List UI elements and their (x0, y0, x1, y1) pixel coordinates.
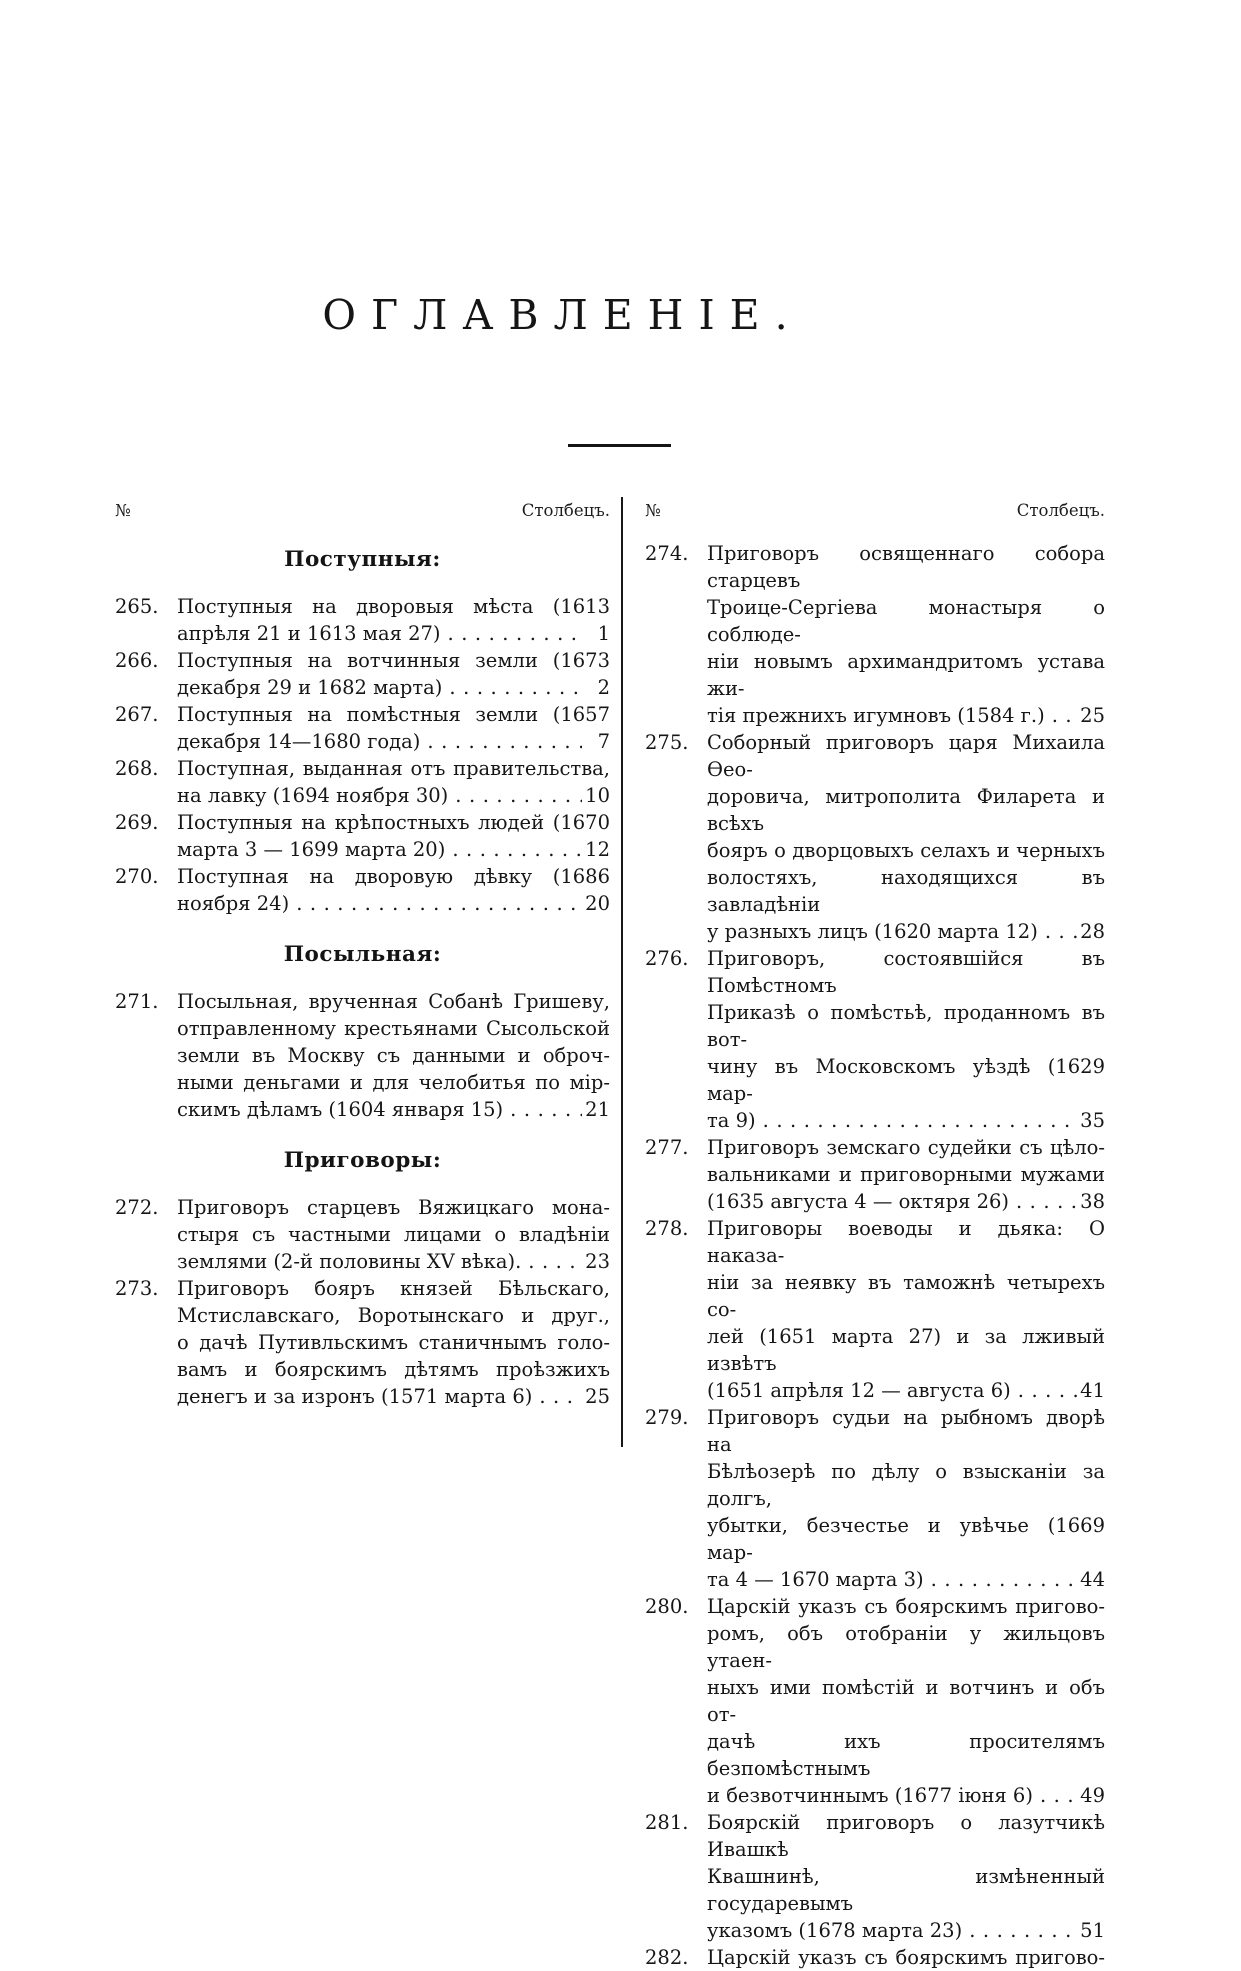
entry-body (177, 863, 610, 917)
entry-line-text: указомъ (1678 марта 23) (707, 1919, 963, 1942)
entry-line-text: апрѣля 21 и 1613 мая 27) (177, 622, 441, 645)
column-reference-number: 28 (1080, 920, 1105, 943)
entry-number: 276. (645, 947, 689, 970)
dot-leader (931, 1566, 1077, 1593)
number-column-header: № (645, 501, 661, 520)
toc-column-right (645, 500, 1105, 1971)
entry-line: доровича, митрополита Филарета и всѣхъ (707, 785, 1105, 835)
entry-line: чину въ Московскомъ уѣздѣ (1629 мар- (707, 1055, 1105, 1105)
dot-leader (1052, 702, 1077, 729)
column-reference-number: 51 (1080, 1919, 1105, 1942)
page-title: ОГЛАВЛЕНІЕ. (322, 291, 803, 339)
column-reference-number: 20 (585, 892, 610, 915)
entry-line: Приговоръ, состоявшійся въ Помѣстномъ (707, 947, 1105, 997)
entry-body (177, 988, 610, 1123)
dot-leader (1040, 1782, 1077, 1809)
entry-line: Приговоры воеводы и дьяка: О наказа- (707, 1217, 1105, 1267)
section-title: Приговоры: (283, 1148, 442, 1173)
entry-line: стыря съ частными лицами о владѣніи (177, 1223, 610, 1246)
entry-line: Поступная на дворовую дѣвку (1686 (177, 865, 610, 888)
number-column-header: № (115, 501, 131, 520)
stolbec-column-header: Столбецъ. (1016, 501, 1105, 520)
column-reference-number: 25 (585, 1385, 610, 1408)
dot-leader (1045, 918, 1077, 945)
entry-line: Приговоръ освященнаго собора старцевъ (707, 542, 1105, 592)
entry-last-line (707, 702, 1105, 729)
toc-entry (115, 647, 610, 701)
entry-line: Мстиславскаго, Воротынскаго и друг., (177, 1304, 610, 1327)
entry-line-text: марта 3 — 1699 марта 20) (177, 838, 446, 861)
column-divider-line (621, 497, 623, 1447)
entry-last-line (707, 1377, 1105, 1404)
entry-last-line (177, 674, 610, 701)
entry-body (707, 729, 1105, 945)
entry-line: Троице-Сергіева монастыря о соблюде- (707, 596, 1105, 646)
entry-body (177, 701, 610, 755)
entry-number: 282. (645, 1946, 689, 1969)
entry-number: 266. (115, 649, 159, 672)
page-title-row (0, 291, 1241, 339)
entry-line-text: декабря 14—1680 года) (177, 730, 421, 753)
entry-number: 277. (645, 1136, 689, 1159)
entry-line: лей (1651 марта 27) и за лживый извѣтъ (707, 1325, 1105, 1375)
dot-leader (510, 1096, 582, 1123)
toc-column-left (115, 500, 610, 1410)
entry-line-text: та 4 — 1670 марта 3) (707, 1568, 924, 1591)
entry-number: 279. (645, 1406, 689, 1429)
toc-entry (645, 1404, 1105, 1593)
entry-line-text: у разныхъ лицъ (1620 марта 12) (707, 920, 1038, 943)
entry-last-line (707, 1566, 1105, 1593)
entry-body (177, 1275, 610, 1410)
entry-line: Поступныя на крѣпостныхъ людей (1670 (177, 811, 610, 834)
entry-line: Приказѣ о помѣстьѣ, проданномъ въ вот- (707, 1001, 1105, 1051)
entry-line: Приговоръ земскаго судейки съ цѣло- (707, 1136, 1105, 1159)
entry-body (707, 540, 1105, 729)
entry-line: ромъ, объ отобраніи у жильцовъ утаен- (707, 1622, 1105, 1672)
entry-line-text: (1651 апрѣля 12 — августа 6) (707, 1379, 1011, 1402)
column-reference-number: 49 (1080, 1784, 1105, 1807)
column-reference-number: 44 (1080, 1568, 1105, 1591)
column-reference-number: 7 (597, 730, 610, 753)
entry-line: бояръ о дворцовыхъ селахъ и черныхъ (707, 839, 1105, 862)
toc-entry (645, 945, 1105, 1134)
dot-leader (1016, 1188, 1077, 1215)
entry-body (177, 755, 610, 809)
entry-number: 280. (645, 1595, 689, 1618)
title-divider-rule (568, 444, 671, 447)
toc-entry (115, 593, 610, 647)
entry-number: 278. (645, 1217, 689, 1240)
column-reference-number: 23 (585, 1250, 610, 1273)
entry-line: Соборный приговоръ царя Михаила Ѳео- (707, 731, 1105, 781)
entry-number: 273. (115, 1277, 159, 1300)
entry-last-line (177, 1383, 610, 1410)
entry-last-line (707, 1917, 1105, 1944)
entry-body (707, 1809, 1105, 1944)
entry-number: 267. (115, 703, 159, 726)
toc-entry (645, 729, 1105, 945)
entry-line: дачѣ ихъ просителямъ безпомѣстнымъ (707, 1730, 1105, 1780)
entry-number: 268. (115, 757, 159, 780)
column-reference-number: 41 (1080, 1379, 1105, 1402)
entry-body (177, 593, 610, 647)
entry-line-text: землями (2-й половины XV вѣка). (177, 1250, 522, 1273)
entry-number: 270. (115, 865, 159, 888)
entry-line-text: декабря 29 и 1682 марта) (177, 676, 443, 699)
entry-body (707, 1944, 1105, 1971)
entry-line: Поступная, выданная отъ правительства, (177, 757, 610, 780)
column-reference-number: 12 (585, 838, 610, 861)
entry-body (707, 1215, 1105, 1404)
entry-line: отправленному крестьянами Сысольской (177, 1017, 610, 1040)
entry-line: волостяхъ, находящихся въ завладѣніи (707, 866, 1105, 916)
column-reference-number: 25 (1080, 704, 1105, 727)
entry-line: ныхъ ими помѣстій и вотчинъ и объ от- (707, 1676, 1105, 1726)
section-title: Посыльная: (283, 942, 442, 967)
column-reference-number: 10 (585, 784, 610, 807)
entry-number: 269. (115, 811, 159, 834)
entry-last-line (177, 836, 610, 863)
entry-last-line (707, 1107, 1105, 1134)
dot-leader (296, 890, 582, 917)
entry-line: Посыльная, врученная Собанѣ Гришеву, (177, 990, 610, 1013)
entry-line: вамъ и боярскимъ дѣтямъ проѣзжихъ (177, 1358, 610, 1381)
entry-number: 271. (115, 990, 159, 1013)
entry-line: ніи новымъ архимандритомъ устава жи- (707, 650, 1105, 700)
dot-leader (539, 1383, 582, 1410)
entry-last-line (707, 1188, 1105, 1215)
entry-line: Приговоръ бояръ князей Бѣльскаго, (177, 1277, 610, 1300)
entry-line: Приговоръ старцевъ Вяжицкаго мона- (177, 1196, 610, 1219)
toc-entry (645, 1809, 1105, 1944)
dot-leader (1018, 1377, 1077, 1404)
toc-entry (115, 1194, 610, 1275)
entry-line-text: (1635 августа 4 — октяря 26) (707, 1190, 1009, 1213)
entry-line: Царскій указъ съ боярскимъ пригово- (707, 1946, 1105, 1969)
entry-line: Поступныя на помѣстныя земли (1657 (177, 703, 610, 726)
entry-last-line (707, 918, 1105, 945)
entry-line-text: скимъ дѣламъ (1604 января 15) (177, 1098, 504, 1121)
dot-leader (455, 782, 582, 809)
entry-line: ніи за неявку въ таможнѣ четырехъ со- (707, 1271, 1105, 1321)
entry-line: Квашнинѣ, измѣненный государевымъ (707, 1865, 1105, 1915)
entry-number: 272. (115, 1196, 159, 1219)
entry-line: о дачѣ Путивльскимъ станичнымъ голо- (177, 1331, 610, 1354)
entry-body (707, 1404, 1105, 1593)
entry-number: 265. (115, 595, 159, 618)
entry-line: земли въ Москву съ данными и оброч- (177, 1044, 610, 1067)
toc-entry (645, 1944, 1105, 1971)
entry-body (177, 1194, 610, 1275)
toc-entry (115, 988, 610, 1123)
entry-last-line (177, 782, 610, 809)
entry-number: 281. (645, 1811, 689, 1834)
entry-body (177, 647, 610, 701)
entry-number: 274. (645, 542, 689, 565)
entry-line: Приговоръ судьи на рыбномъ дворѣ на (707, 1406, 1105, 1456)
entry-line: ными деньгами и для челобитья по мір- (177, 1071, 610, 1094)
entry-last-line (177, 890, 610, 917)
dot-leader (763, 1107, 1077, 1134)
entry-line: Боярскій приговоръ о лазутчикѣ Ивашкѣ (707, 1811, 1105, 1861)
entry-number: 275. (645, 731, 689, 754)
entry-body (707, 945, 1105, 1134)
toc-entry (645, 1134, 1105, 1215)
toc-entry (115, 863, 610, 917)
entry-last-line (177, 1248, 610, 1275)
entry-line: Царскій указъ съ боярскимъ пригово- (707, 1595, 1105, 1618)
entry-last-line (177, 1096, 610, 1123)
entry-body (707, 1593, 1105, 1809)
entry-last-line (177, 728, 610, 755)
column-reference-number: 2 (597, 676, 610, 699)
entry-line: вальниками и приговорными мужами (707, 1163, 1105, 1186)
toc-entry (645, 540, 1105, 729)
column-header (645, 500, 1105, 522)
entry-line: Поступныя на дворовыя мѣста (1613 (177, 595, 610, 618)
entry-line-text: та 9) (707, 1109, 756, 1132)
dot-leader (448, 620, 583, 647)
column-reference-number: 1 (597, 622, 610, 645)
column-reference-number: 21 (585, 1098, 610, 1121)
entry-line: Поступныя на вотчинныя земли (1673 (177, 649, 610, 672)
section-title: Поступныя: (284, 547, 441, 572)
dot-leader (452, 836, 582, 863)
stolbec-column-header: Столбецъ. (521, 501, 610, 520)
dot-leader (969, 1917, 1077, 1944)
entry-line: убытки, безчестье и увѣчье (1669 мар- (707, 1514, 1105, 1564)
column-header (115, 500, 610, 522)
entry-line: Бѣлѣозерѣ по дѣлу о взысканіи за долгъ, (707, 1460, 1105, 1510)
entry-line-text: денегъ и за изронъ (1571 марта 6) (177, 1385, 533, 1408)
entry-line-text: тія прежнихъ игумновъ (1584 г.) (707, 704, 1045, 727)
toc-entry (645, 1593, 1105, 1809)
toc-entry (115, 755, 610, 809)
dot-leader (528, 1248, 582, 1275)
entry-last-line (177, 620, 610, 647)
entry-line-text: и безвотчиннымъ (1677 іюня 6) (707, 1784, 1033, 1807)
toc-entry (115, 809, 610, 863)
column-reference-number: 38 (1080, 1190, 1105, 1213)
dot-leader (449, 674, 582, 701)
entry-line-text: на лавку (1694 ноября 30) (177, 784, 449, 807)
toc-entry (115, 701, 610, 755)
toc-entry (645, 1215, 1105, 1404)
entry-body (707, 1134, 1105, 1215)
entry-body (177, 809, 610, 863)
entry-last-line (707, 1782, 1105, 1809)
entry-line-text: ноября 24) (177, 892, 290, 915)
toc-entry (115, 1275, 610, 1410)
dot-leader (427, 728, 582, 755)
column-reference-number: 35 (1080, 1109, 1105, 1132)
